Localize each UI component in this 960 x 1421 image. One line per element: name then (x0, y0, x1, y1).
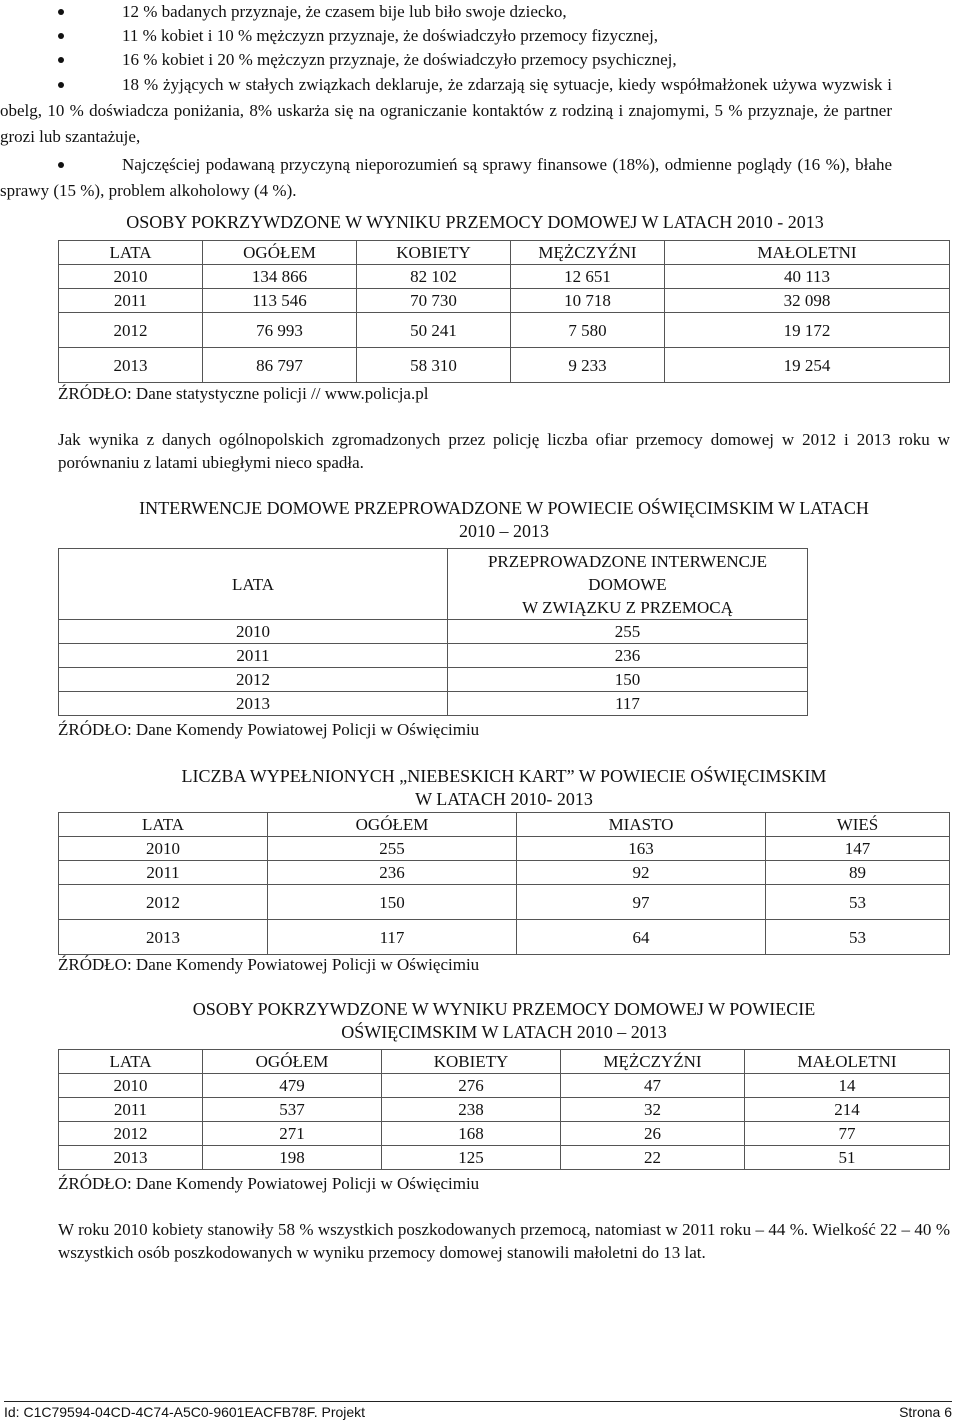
table-cell: 2012 (59, 1122, 203, 1146)
table-row (59, 289, 950, 313)
table-header-cell: LATA (59, 549, 448, 620)
table-cell: 70 730 (357, 289, 511, 313)
table-header-cell: OGÓŁEM (268, 813, 517, 837)
bullet-text: 12 % badanych przyznaje, że czasem bije lub biło swoje dziecko, (122, 2, 567, 21)
table-cell: 53 (766, 885, 950, 920)
table-header-row (59, 1050, 950, 1074)
table2 (58, 548, 808, 716)
paragraph2: W roku 2010 kobiety stanowiły 58 % wszystkich poszkodowanych przemocą, natomiast w 2011 roku – 44 %. Wielkość 22 – 40 % wszystkich osób poszkodowanych w wyniku przemocy domowej stanowili małoletni do 13 lat. (58, 1220, 950, 1262)
table-cell: 537 (203, 1098, 382, 1122)
table-row (59, 313, 950, 348)
table2-source: ŹRÓDŁO: Dane Komendy Powiatowej Policji w Oświęcimiu (58, 720, 480, 739)
table-header-row (59, 813, 950, 837)
header-line: PRZEPROWADZONE INTERWENCJE (487, 551, 768, 571)
table-cell: 271 (203, 1122, 382, 1146)
table-row (59, 1098, 950, 1122)
table-cell: 2011 (59, 1098, 203, 1122)
table1 (58, 240, 950, 383)
bullet-text: 18 % żyjących w stałych związkach deklaruje, że zdarzają się sytuacje, kiedy współmałżonek używa wyzwisk i obelg, 10 % doświadcza poniżania, 8% uskarża się na ograniczanie kontaktów z rodziną i znajomymi, 5 % przyznaje, że partner grozi lub szantażuje, (0, 75, 892, 146)
table-cell: 2013 (59, 348, 203, 383)
table4-source: ŹRÓDŁO: Dane Komendy Powiatowej Policji w Oświęcimiu (58, 1174, 480, 1193)
table-cell: 479 (203, 1074, 382, 1098)
table-row (59, 920, 950, 955)
table-cell: 14 (745, 1074, 950, 1098)
table3-title-line2: W LATACH 2010- 2013 (415, 789, 593, 809)
table-row (59, 861, 950, 885)
table2-title-line2: 2010 – 2013 (459, 521, 549, 541)
bullet-dot-icon (58, 9, 64, 15)
table-header-cell: MAŁOLETNI (665, 241, 950, 265)
table-cell: 7 580 (511, 313, 665, 348)
table4 (58, 1049, 950, 1170)
table4-title-line2: OŚWIĘCIMSKIM W LATACH 2010 – 2013 (341, 1022, 667, 1042)
table-cell: 276 (382, 1074, 561, 1098)
table-row (59, 1074, 950, 1098)
table-cell: 51 (745, 1146, 950, 1170)
table-row (59, 265, 950, 289)
table-cell: 32 (561, 1098, 745, 1122)
table-cell: 134 866 (203, 265, 357, 289)
table-cell: 10 718 (511, 289, 665, 313)
table-cell: 198 (203, 1146, 382, 1170)
table-header-cell: OGÓŁEM (203, 241, 357, 265)
table1-title: OSOBY POKRZYWDZONE W WYNIKU PRZEMOCY DOMOWEJ W LATACH 2010 - 2013 (126, 212, 824, 232)
table-row (59, 668, 808, 692)
table-cell: 19 172 (665, 313, 950, 348)
table1-source: ŹRÓDŁO: Dane statystyczne policji // www.policja.pl (58, 384, 429, 403)
bullet-item (0, 152, 950, 204)
table-cell: 77 (745, 1122, 950, 1146)
table-cell: 89 (766, 861, 950, 885)
page-footer (4, 1401, 952, 1420)
table-cell: 2013 (59, 920, 268, 955)
table-cell: 236 (268, 861, 517, 885)
table-cell: 236 (448, 644, 808, 668)
table-cell: 2010 (59, 1074, 203, 1098)
table-row (59, 1146, 950, 1170)
table-cell: 125 (382, 1146, 561, 1170)
table-cell: 255 (448, 620, 808, 644)
table-cell: 53 (766, 920, 950, 955)
table-row (59, 644, 808, 668)
table-cell: 238 (382, 1098, 561, 1122)
table-cell: 2011 (59, 861, 268, 885)
table-row (59, 348, 950, 383)
table-header-cell: MĘŻCZYŹNI (561, 1050, 745, 1074)
table-cell: 64 (517, 920, 766, 955)
table-header-cell: MAŁOLETNI (745, 1050, 950, 1074)
bullet-dot-icon (58, 33, 64, 39)
table-cell: 150 (268, 885, 517, 920)
header-line: DOMOWE (588, 574, 667, 594)
table-cell: 150 (448, 668, 808, 692)
table-cell: 2012 (59, 885, 268, 920)
table-header-cell: LATA (59, 1050, 203, 1074)
bullet-list (0, 0, 950, 204)
table-header-cell: KOBIETY (357, 241, 511, 265)
table-cell: 12 651 (511, 265, 665, 289)
table-cell: 19 254 (665, 348, 950, 383)
table-cell: 9 233 (511, 348, 665, 383)
table-row (59, 692, 808, 716)
table-cell: 2011 (59, 644, 448, 668)
table-header-cell: LATA (59, 813, 268, 837)
table-cell: 2013 (59, 1146, 203, 1170)
table-cell: 40 113 (665, 265, 950, 289)
table-row (59, 837, 950, 861)
table3-source: ŹRÓDŁO: Dane Komendy Powiatowej Policji w Oświęcimiu (58, 955, 480, 974)
bullet-item (58, 24, 950, 48)
table3-title (58, 765, 950, 811)
table-header-row (59, 241, 950, 265)
table-header-cell: MĘŻCZYŹNI (511, 241, 665, 265)
bullet-item (58, 0, 950, 24)
table-cell: 22 (561, 1146, 745, 1170)
table-cell: 2011 (59, 289, 203, 313)
bullet-dot-icon (58, 82, 64, 88)
table-cell: 86 797 (203, 348, 357, 383)
table3 (58, 812, 950, 955)
header-line: W ZWIĄZKU Z PRZEMOCĄ (522, 597, 733, 617)
bullet-text: Najczęściej podawaną przyczyną nieporozumień są sprawy finansowe (18%), odmienne poglądy (16 %), błahe sprawy (15 %), problem alkoholowy (4 %). (0, 155, 892, 200)
table-cell: 2012 (59, 313, 203, 348)
table-header-cell: WIEŚ (766, 813, 950, 837)
table-cell: 117 (448, 692, 808, 716)
table-header-cell: LATA (59, 241, 203, 265)
table-cell: 168 (382, 1122, 561, 1146)
table-cell: 2013 (59, 692, 448, 716)
table-cell: 58 310 (357, 348, 511, 383)
table-cell: 32 098 (665, 289, 950, 313)
table-row (59, 620, 808, 644)
table-cell: 97 (517, 885, 766, 920)
table-cell: 163 (517, 837, 766, 861)
table-cell: 214 (745, 1098, 950, 1122)
table-cell: 47 (561, 1074, 745, 1098)
table-cell: 50 241 (357, 313, 511, 348)
table-cell: 2010 (59, 837, 268, 861)
table-header-cell: MIASTO (517, 813, 766, 837)
table-header-cell: OGÓŁEM (203, 1050, 382, 1074)
bullet-text: 16 % kobiet i 20 % mężczyzn przyznaje, że doświadczyło przemocy psychicznej, (122, 50, 677, 69)
table4-title-line1: OSOBY POKRZYWDZONE W WYNIKU PRZEMOCY DOMOWEJ W POWIECIE (192, 999, 816, 1019)
table-header-row (59, 549, 808, 620)
document-id: Id: C1C79594-04CD-4C74-A5C0-9601EACFB78F. Projekt (4, 1404, 366, 1420)
table-row (59, 1122, 950, 1146)
table-header-cell: KOBIETY (382, 1050, 561, 1074)
table-row (59, 885, 950, 920)
table3-title-line1: LICZBA WYPEŁNIONYCH „NIEBESKICH KART” W POWIECIE OŚWIĘCIMSKIM (181, 766, 827, 786)
table-cell: 255 (268, 837, 517, 861)
bullet-text: 11 % kobiet i 10 % mężczyzn przyznaje, że doświadczyło przemocy fizycznej, (122, 26, 659, 45)
table-cell: 82 102 (357, 265, 511, 289)
table-cell: 76 993 (203, 313, 357, 348)
table-cell: 117 (268, 920, 517, 955)
table-header-cell (448, 549, 808, 620)
table2-title (58, 497, 950, 543)
table-cell: 113 546 (203, 289, 357, 313)
bullet-dot-icon (58, 162, 64, 168)
table-cell: 26 (561, 1122, 745, 1146)
page-number: Strona 6 (899, 1404, 952, 1420)
paragraph1: Jak wynika z danych ogólnopolskich zgromadzonych przez policję liczba ofiar przemocy domowej w 2012 i 2013 roku w porównaniu z latami ubiegłymi nieco spadła. (58, 430, 950, 472)
table-cell: 147 (766, 837, 950, 861)
table-cell: 2012 (59, 668, 448, 692)
bullet-item (0, 72, 950, 150)
bullet-item (58, 48, 950, 72)
table2-title-line1: INTERWENCJE DOMOWE PRZEPROWADZONE W POWIECIE OŚWIĘCIMSKIM W LATACH (139, 498, 869, 518)
bullet-dot-icon (58, 57, 64, 63)
table-cell: 92 (517, 861, 766, 885)
table4-title (58, 998, 950, 1044)
table-cell: 2010 (59, 620, 448, 644)
table-cell: 2010 (59, 265, 203, 289)
